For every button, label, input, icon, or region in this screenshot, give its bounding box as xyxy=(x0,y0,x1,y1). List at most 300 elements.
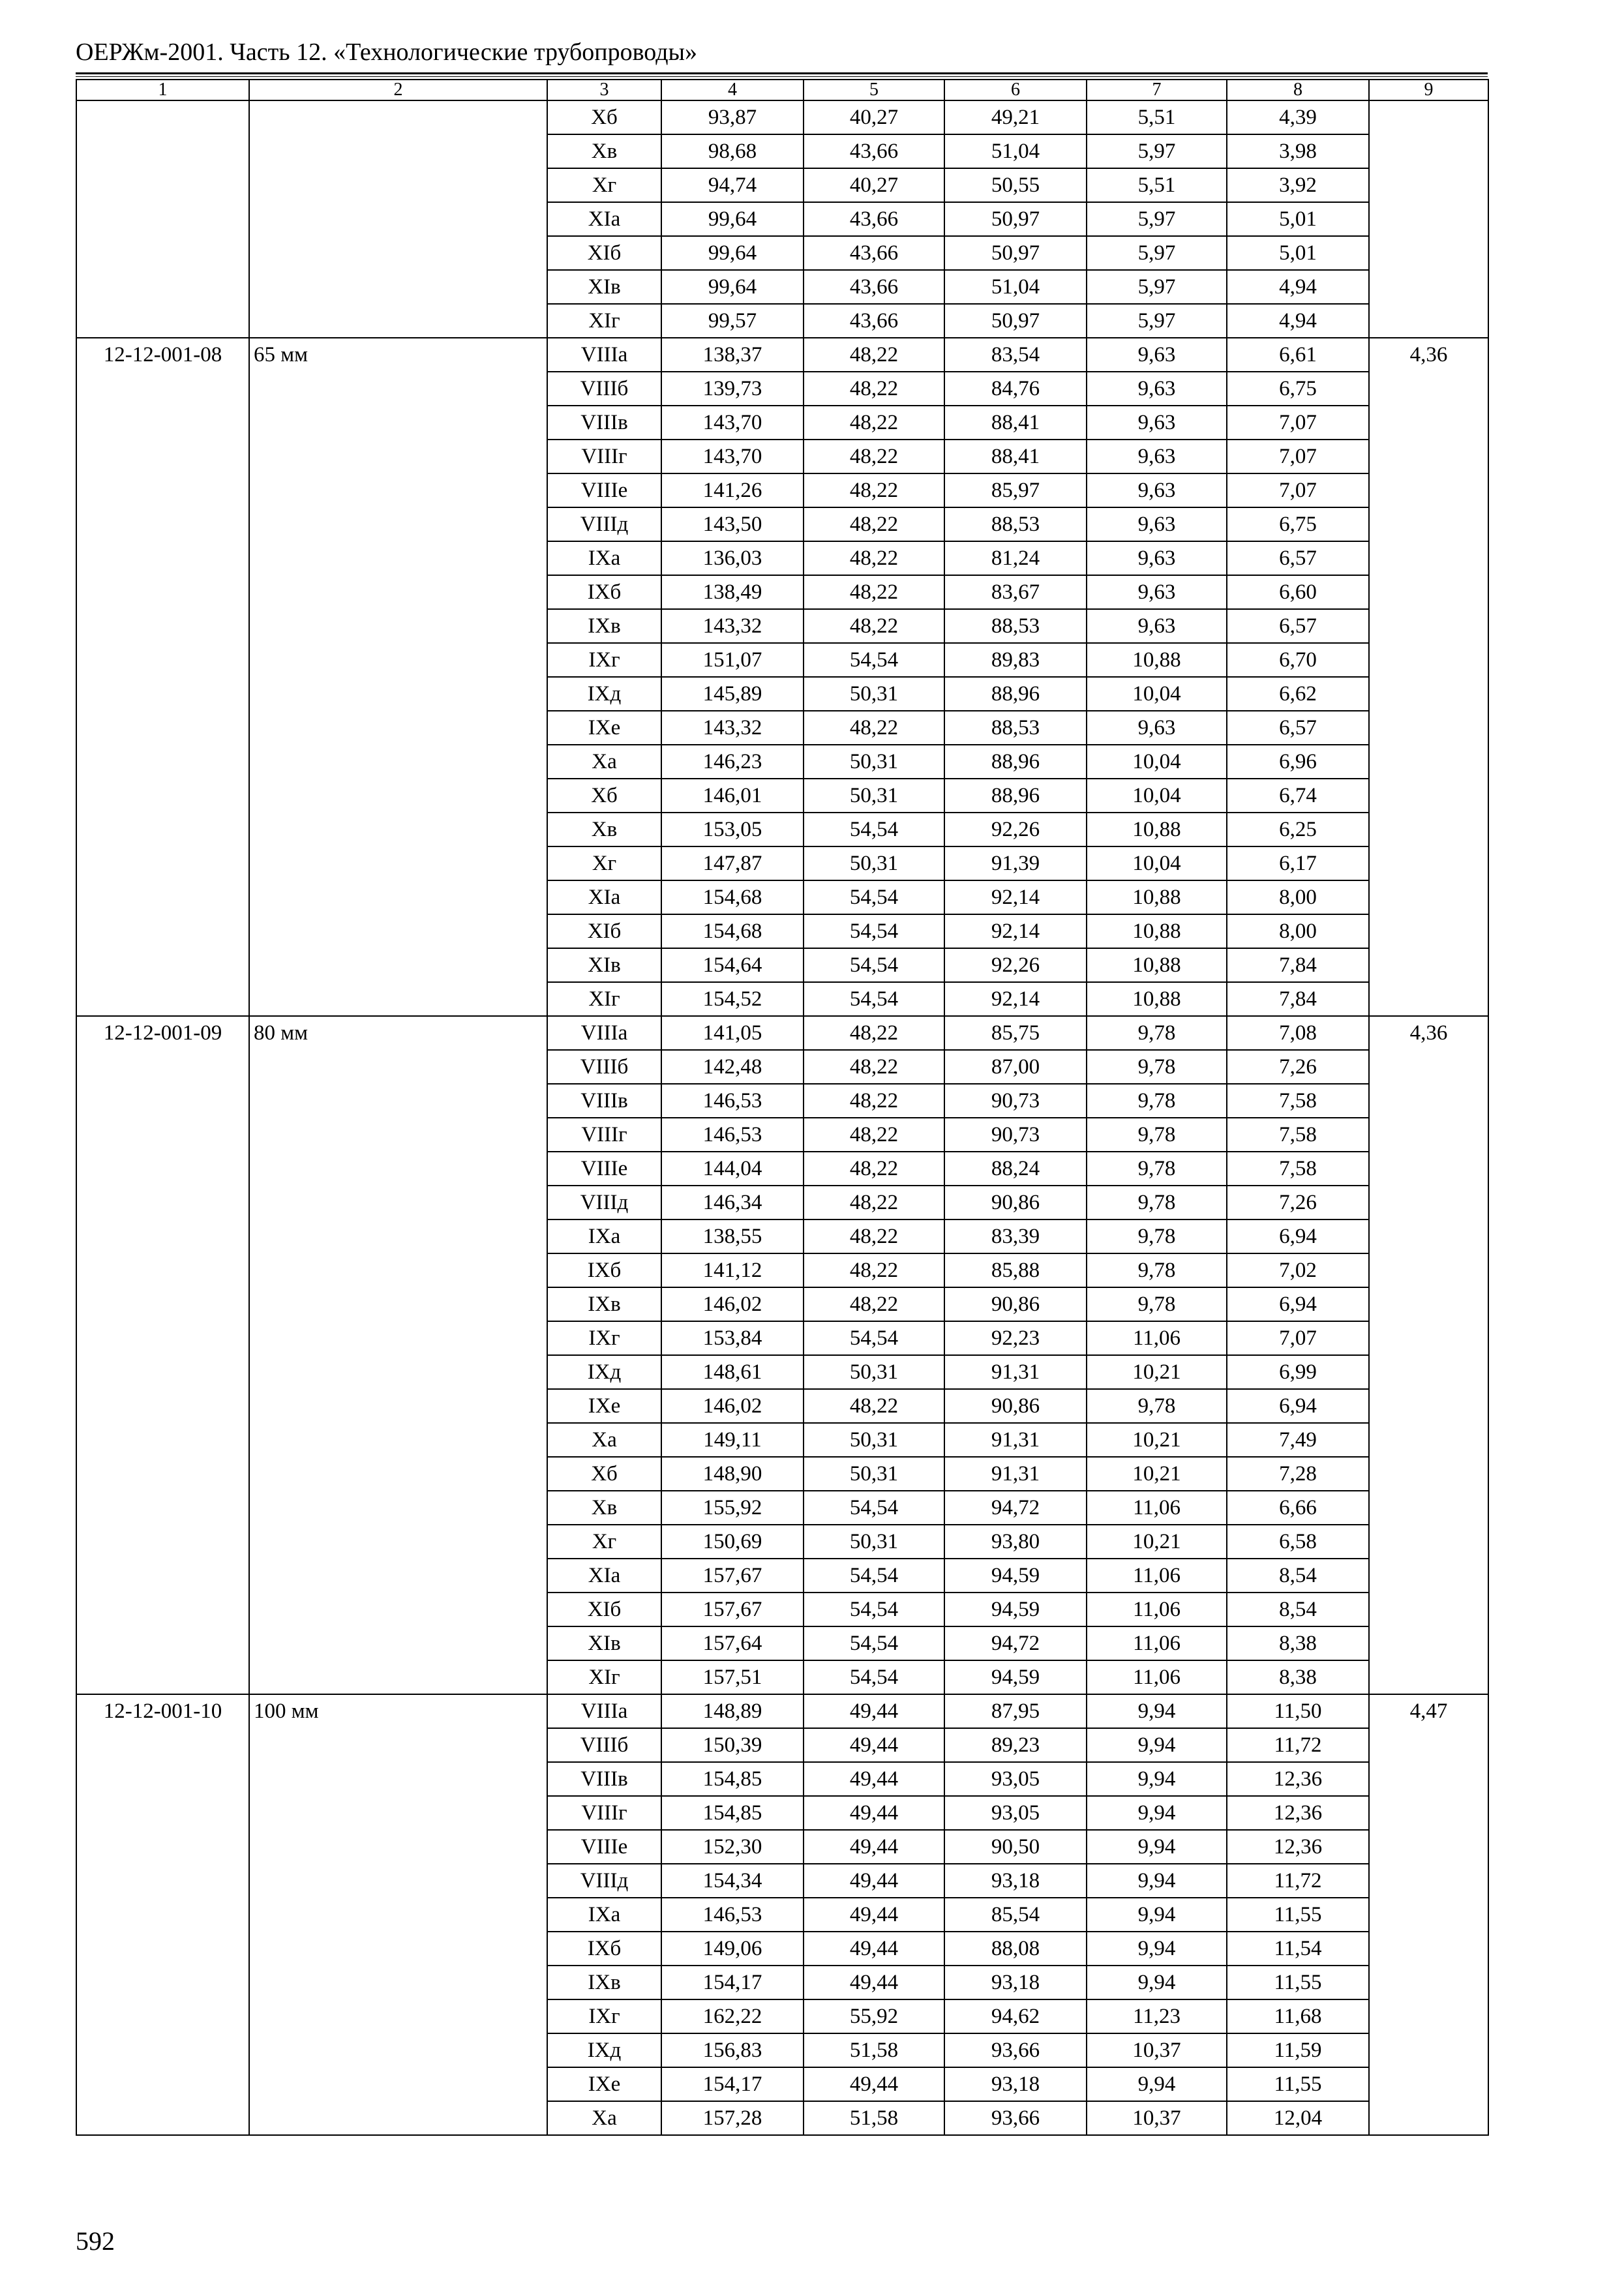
value-cell: 9,63 xyxy=(1087,372,1227,406)
value-cell: 6,17 xyxy=(1227,846,1369,880)
value-cell: 92,14 xyxy=(944,914,1087,948)
value-cell: 50,31 xyxy=(804,1423,944,1457)
value-cell: 7,07 xyxy=(1227,473,1369,507)
rate-code-cell: 12-12-001-09 xyxy=(76,1016,249,1694)
value-cell: 11,06 xyxy=(1087,1491,1227,1525)
value-cell: 48,22 xyxy=(804,372,944,406)
value-cell: 90,73 xyxy=(944,1118,1087,1152)
value-cell: 9,94 xyxy=(1087,1728,1227,1762)
value-cell: 85,97 xyxy=(944,473,1087,507)
rate-code-cell: 12-12-001-10 xyxy=(76,1694,249,2135)
value-cell: 10,88 xyxy=(1087,643,1227,677)
value-cell: 143,32 xyxy=(661,711,804,745)
value-cell: 6,57 xyxy=(1227,609,1369,643)
value-cell: 7,07 xyxy=(1227,1321,1369,1355)
value-cell: 146,34 xyxy=(661,1186,804,1219)
value-cell: 143,70 xyxy=(661,406,804,440)
value-cell: 6,94 xyxy=(1227,1219,1369,1253)
value-cell: 154,68 xyxy=(661,914,804,948)
value-cell: 141,26 xyxy=(661,473,804,507)
value-cell: VIIIв xyxy=(547,1084,661,1118)
value-cell: 99,64 xyxy=(661,202,804,236)
value-cell: IXб xyxy=(547,575,661,609)
value-cell: 8,54 xyxy=(1227,1559,1369,1593)
value-cell: 6,99 xyxy=(1227,1355,1369,1389)
value-cell: 143,70 xyxy=(661,440,804,473)
value-cell: 48,22 xyxy=(804,473,944,507)
rate-code-cell: 12-12-001-08 xyxy=(76,338,249,1016)
value-cell: 93,18 xyxy=(944,1864,1087,1898)
column-number-header: 9 xyxy=(1369,80,1488,100)
value-cell: 50,55 xyxy=(944,168,1087,202)
value-cell: VIIIб xyxy=(547,372,661,406)
value-cell: Xг xyxy=(547,168,661,202)
value-cell: IXб xyxy=(547,1253,661,1287)
column-9-value-cell: 4,47 xyxy=(1369,1694,1488,2135)
value-cell: 3,92 xyxy=(1227,168,1369,202)
value-cell: 10,88 xyxy=(1087,880,1227,914)
column-number-header: 4 xyxy=(661,80,804,100)
column-number-header: 5 xyxy=(804,80,944,100)
value-cell: 49,44 xyxy=(804,1864,944,1898)
value-cell: 49,44 xyxy=(804,1728,944,1762)
value-cell: 48,22 xyxy=(804,1084,944,1118)
value-cell: 5,97 xyxy=(1087,304,1227,338)
value-cell: 50,31 xyxy=(804,1457,944,1491)
value-cell: 93,87 xyxy=(661,100,804,134)
value-cell: Xг xyxy=(547,846,661,880)
value-cell: XIв xyxy=(547,270,661,304)
value-cell: 98,68 xyxy=(661,134,804,168)
value-cell: 50,31 xyxy=(804,846,944,880)
value-cell: 94,72 xyxy=(944,1626,1087,1660)
value-cell: 50,97 xyxy=(944,304,1087,338)
value-cell: 83,39 xyxy=(944,1219,1087,1253)
value-cell: IXе xyxy=(547,1389,661,1423)
value-cell: 11,72 xyxy=(1227,1728,1369,1762)
value-cell: 88,96 xyxy=(944,779,1087,813)
value-cell: 92,14 xyxy=(944,880,1087,914)
value-cell: 155,92 xyxy=(661,1491,804,1525)
value-cell: 149,06 xyxy=(661,1932,804,1966)
value-cell: 9,94 xyxy=(1087,1830,1227,1864)
value-cell: 88,08 xyxy=(944,1932,1087,1966)
value-cell: 90,86 xyxy=(944,1389,1087,1423)
value-cell: 6,94 xyxy=(1227,1287,1369,1321)
value-cell: 7,28 xyxy=(1227,1457,1369,1491)
pipe-diameter-cell xyxy=(249,100,547,338)
value-cell: 48,22 xyxy=(804,609,944,643)
value-cell: 10,88 xyxy=(1087,982,1227,1016)
column-number-header: 3 xyxy=(547,80,661,100)
value-cell: 48,22 xyxy=(804,440,944,473)
value-cell: 10,88 xyxy=(1087,948,1227,982)
value-cell: 48,22 xyxy=(804,1050,944,1084)
value-cell: 12,04 xyxy=(1227,2101,1369,2135)
value-cell: 48,22 xyxy=(804,1219,944,1253)
value-cell: 7,07 xyxy=(1227,440,1369,473)
value-cell: 9,94 xyxy=(1087,1898,1227,1932)
value-cell: 94,59 xyxy=(944,1660,1087,1694)
value-cell: 11,06 xyxy=(1087,1559,1227,1593)
value-cell: 43,66 xyxy=(804,270,944,304)
page-number: 592 xyxy=(76,2226,115,2256)
value-cell: 9,78 xyxy=(1087,1016,1227,1050)
value-cell: 9,63 xyxy=(1087,575,1227,609)
value-cell: 54,54 xyxy=(804,643,944,677)
value-cell: 83,54 xyxy=(944,338,1087,372)
value-cell: 49,44 xyxy=(804,1694,944,1728)
value-cell: 10,04 xyxy=(1087,779,1227,813)
value-cell: 48,22 xyxy=(804,1186,944,1219)
value-cell: 9,63 xyxy=(1087,541,1227,575)
value-cell: 7,84 xyxy=(1227,982,1369,1016)
value-cell: 90,86 xyxy=(944,1287,1087,1321)
value-cell: 11,06 xyxy=(1087,1593,1227,1626)
value-cell: 91,31 xyxy=(944,1457,1087,1491)
column-number-header: 8 xyxy=(1227,80,1369,100)
value-cell: 49,44 xyxy=(804,1796,944,1830)
column-number-row xyxy=(76,80,1488,100)
value-cell: 87,00 xyxy=(944,1050,1087,1084)
value-cell: 10,88 xyxy=(1087,813,1227,846)
value-cell: 12,36 xyxy=(1227,1796,1369,1830)
value-cell: 54,54 xyxy=(804,1559,944,1593)
value-cell: 48,22 xyxy=(804,507,944,541)
value-cell: Xб xyxy=(547,1457,661,1491)
value-cell: 6,58 xyxy=(1227,1525,1369,1559)
value-cell: 10,21 xyxy=(1087,1525,1227,1559)
value-cell: 88,41 xyxy=(944,440,1087,473)
value-cell: 7,58 xyxy=(1227,1152,1369,1186)
value-cell: 93,80 xyxy=(944,1525,1087,1559)
value-cell: 48,22 xyxy=(804,1152,944,1186)
value-cell: 9,94 xyxy=(1087,1762,1227,1796)
value-cell: 144,04 xyxy=(661,1152,804,1186)
table-row xyxy=(76,1694,1488,1728)
value-cell: 54,54 xyxy=(804,813,944,846)
value-cell: 157,64 xyxy=(661,1626,804,1660)
value-cell: 11,06 xyxy=(1087,1660,1227,1694)
value-cell: 88,53 xyxy=(944,711,1087,745)
value-cell: 9,94 xyxy=(1087,1864,1227,1898)
value-cell: 7,84 xyxy=(1227,948,1369,982)
value-cell: 54,54 xyxy=(804,1491,944,1525)
value-cell: 153,05 xyxy=(661,813,804,846)
value-cell: 8,54 xyxy=(1227,1593,1369,1626)
value-cell: 54,54 xyxy=(804,914,944,948)
value-cell: 54,54 xyxy=(804,1626,944,1660)
header-rule-thin xyxy=(76,76,1488,77)
value-cell: 6,62 xyxy=(1227,677,1369,711)
value-cell: VIIIг xyxy=(547,440,661,473)
value-cell: 146,02 xyxy=(661,1287,804,1321)
value-cell: 54,54 xyxy=(804,982,944,1016)
value-cell: 154,17 xyxy=(661,1966,804,1999)
value-cell: 50,31 xyxy=(804,1525,944,1559)
value-cell: 93,05 xyxy=(944,1762,1087,1796)
value-cell: 151,07 xyxy=(661,643,804,677)
value-cell: 6,75 xyxy=(1227,507,1369,541)
value-cell: 9,94 xyxy=(1087,1694,1227,1728)
value-cell: 49,44 xyxy=(804,1830,944,1864)
column-number-header: 6 xyxy=(944,80,1087,100)
value-cell: VIIIе xyxy=(547,1152,661,1186)
value-cell: VIIIд xyxy=(547,507,661,541)
column-number-header: 7 xyxy=(1087,80,1227,100)
value-cell: 157,28 xyxy=(661,2101,804,2135)
value-cell: 136,03 xyxy=(661,541,804,575)
value-cell: 10,37 xyxy=(1087,2101,1227,2135)
value-cell: 9,63 xyxy=(1087,338,1227,372)
value-cell: 138,55 xyxy=(661,1219,804,1253)
value-cell: IXд xyxy=(547,677,661,711)
value-cell: 9,63 xyxy=(1087,406,1227,440)
value-cell: 93,18 xyxy=(944,1966,1087,1999)
column-9-value-cell: 4,36 xyxy=(1369,338,1488,1016)
value-cell: 154,68 xyxy=(661,880,804,914)
value-cell: 91,39 xyxy=(944,846,1087,880)
value-cell: 48,22 xyxy=(804,1287,944,1321)
value-cell: 9,78 xyxy=(1087,1186,1227,1219)
value-cell: 43,66 xyxy=(804,304,944,338)
value-cell: VIIIа xyxy=(547,1694,661,1728)
value-cell: 81,24 xyxy=(944,541,1087,575)
value-cell: 92,26 xyxy=(944,813,1087,846)
value-cell: IXг xyxy=(547,643,661,677)
value-cell: 10,04 xyxy=(1087,745,1227,779)
value-cell: 12,36 xyxy=(1227,1830,1369,1864)
value-cell: Xв xyxy=(547,813,661,846)
value-cell: 7,02 xyxy=(1227,1253,1369,1287)
value-cell: VIIIа xyxy=(547,1016,661,1050)
value-cell: IXд xyxy=(547,1355,661,1389)
value-cell: 141,12 xyxy=(661,1253,804,1287)
value-cell: VIIIд xyxy=(547,1864,661,1898)
value-cell: 6,70 xyxy=(1227,643,1369,677)
value-cell: 5,01 xyxy=(1227,236,1369,270)
value-cell: 10,21 xyxy=(1087,1457,1227,1491)
value-cell: 88,53 xyxy=(944,609,1087,643)
value-cell: 9,63 xyxy=(1087,711,1227,745)
value-cell: 150,39 xyxy=(661,1728,804,1762)
value-cell: 9,63 xyxy=(1087,609,1227,643)
value-cell: 146,23 xyxy=(661,745,804,779)
value-cell: 4,39 xyxy=(1227,100,1369,134)
value-cell: IXб xyxy=(547,1932,661,1966)
value-cell: 91,31 xyxy=(944,1355,1087,1389)
value-cell: 9,63 xyxy=(1087,507,1227,541)
value-cell: 157,51 xyxy=(661,1660,804,1694)
value-cell: 99,64 xyxy=(661,236,804,270)
value-cell: 10,88 xyxy=(1087,914,1227,948)
value-cell: 4,94 xyxy=(1227,304,1369,338)
value-cell: 156,83 xyxy=(661,2033,804,2067)
pipe-diameter-cell: 100 мм xyxy=(249,1694,547,2135)
value-cell: 11,50 xyxy=(1227,1694,1369,1728)
value-cell: 50,31 xyxy=(804,1355,944,1389)
table-row xyxy=(76,100,1488,134)
pipe-diameter-cell: 65 мм xyxy=(249,338,547,1016)
value-cell: 148,90 xyxy=(661,1457,804,1491)
value-cell: 142,48 xyxy=(661,1050,804,1084)
value-cell: 5,97 xyxy=(1087,236,1227,270)
value-cell: 94,59 xyxy=(944,1593,1087,1626)
value-cell: Xа xyxy=(547,745,661,779)
value-cell: IXд xyxy=(547,2033,661,2067)
column-9-value-cell: 4,36 xyxy=(1369,1016,1488,1694)
value-cell: 11,55 xyxy=(1227,1966,1369,1999)
value-cell: 5,97 xyxy=(1087,134,1227,168)
value-cell: 99,64 xyxy=(661,270,804,304)
value-cell: 48,22 xyxy=(804,406,944,440)
value-cell: VIIIг xyxy=(547,1118,661,1152)
value-cell: 153,84 xyxy=(661,1321,804,1355)
value-cell: 51,04 xyxy=(944,270,1087,304)
value-cell: 9,78 xyxy=(1087,1389,1227,1423)
column-9-value-cell xyxy=(1369,100,1488,338)
value-cell: 157,67 xyxy=(661,1593,804,1626)
value-cell: XIг xyxy=(547,304,661,338)
value-cell: 48,22 xyxy=(804,711,944,745)
value-cell: Xб xyxy=(547,100,661,134)
value-cell: 43,66 xyxy=(804,134,944,168)
value-cell: 7,26 xyxy=(1227,1186,1369,1219)
table-row xyxy=(76,1016,1488,1050)
value-cell: IXг xyxy=(547,1321,661,1355)
value-cell: 94,74 xyxy=(661,168,804,202)
value-cell: 10,04 xyxy=(1087,846,1227,880)
value-cell: IXв xyxy=(547,1287,661,1321)
value-cell: XIб xyxy=(547,914,661,948)
value-cell: 8,38 xyxy=(1227,1660,1369,1694)
value-cell: 6,96 xyxy=(1227,745,1369,779)
value-cell: 90,50 xyxy=(944,1830,1087,1864)
value-cell: 9,63 xyxy=(1087,473,1227,507)
value-cell: 5,01 xyxy=(1227,202,1369,236)
value-cell: 50,97 xyxy=(944,202,1087,236)
pipe-diameter-cell: 80 мм xyxy=(249,1016,547,1694)
value-cell: 9,94 xyxy=(1087,2067,1227,2101)
value-cell: 40,27 xyxy=(804,100,944,134)
value-cell: 50,31 xyxy=(804,779,944,813)
column-number-header: 2 xyxy=(249,80,547,100)
value-cell: 88,41 xyxy=(944,406,1087,440)
price-table-container xyxy=(76,79,1489,2136)
value-cell: 4,94 xyxy=(1227,270,1369,304)
value-cell: 9,78 xyxy=(1087,1118,1227,1152)
value-cell: Xв xyxy=(547,1491,661,1525)
value-cell: XIг xyxy=(547,982,661,1016)
value-cell: 94,72 xyxy=(944,1491,1087,1525)
value-cell: 9,63 xyxy=(1087,440,1227,473)
value-cell: 147,87 xyxy=(661,846,804,880)
value-cell: 148,61 xyxy=(661,1355,804,1389)
value-cell: IXг xyxy=(547,1999,661,2033)
value-cell: 9,94 xyxy=(1087,1796,1227,1830)
value-cell: 11,06 xyxy=(1087,1626,1227,1660)
value-cell: 6,66 xyxy=(1227,1491,1369,1525)
value-cell: 149,11 xyxy=(661,1423,804,1457)
value-cell: 138,37 xyxy=(661,338,804,372)
value-cell: 51,58 xyxy=(804,2101,944,2135)
value-cell: 7,07 xyxy=(1227,406,1369,440)
value-cell: 93,18 xyxy=(944,2067,1087,2101)
value-cell: 6,57 xyxy=(1227,711,1369,745)
value-cell: 10,21 xyxy=(1087,1355,1227,1389)
value-cell: 154,85 xyxy=(661,1762,804,1796)
value-cell: 55,92 xyxy=(804,1999,944,2033)
value-cell: IXа xyxy=(547,1898,661,1932)
value-cell: Xг xyxy=(547,1525,661,1559)
value-cell: IXе xyxy=(547,711,661,745)
value-cell: IXа xyxy=(547,1219,661,1253)
value-cell: XIг xyxy=(547,1660,661,1694)
value-cell: 6,25 xyxy=(1227,813,1369,846)
value-cell: 89,23 xyxy=(944,1728,1087,1762)
page-header-title: ОЕРЖм-2001. Часть 12. «Технологические трубопроводы» xyxy=(76,38,698,66)
value-cell: XIа xyxy=(547,1559,661,1593)
value-cell: 10,21 xyxy=(1087,1423,1227,1457)
value-cell: 138,49 xyxy=(661,575,804,609)
value-cell: 146,01 xyxy=(661,779,804,813)
value-cell: 9,78 xyxy=(1087,1253,1227,1287)
value-cell: 54,54 xyxy=(804,880,944,914)
value-cell: 7,26 xyxy=(1227,1050,1369,1084)
value-cell: 146,53 xyxy=(661,1084,804,1118)
value-cell: 40,27 xyxy=(804,168,944,202)
value-cell: 54,54 xyxy=(804,948,944,982)
value-cell: 92,14 xyxy=(944,982,1087,1016)
value-cell: 11,68 xyxy=(1227,1999,1369,2033)
value-cell: 88,24 xyxy=(944,1152,1087,1186)
value-cell: 50,31 xyxy=(804,677,944,711)
value-cell: 8,00 xyxy=(1227,880,1369,914)
value-cell: 152,30 xyxy=(661,1830,804,1864)
value-cell: 91,31 xyxy=(944,1423,1087,1457)
value-cell: 85,88 xyxy=(944,1253,1087,1287)
value-cell: 43,66 xyxy=(804,202,944,236)
value-cell: 54,54 xyxy=(804,1660,944,1694)
value-cell: 154,64 xyxy=(661,948,804,982)
value-cell: 94,62 xyxy=(944,1999,1087,2033)
rate-code-cell xyxy=(76,100,249,338)
value-cell: 7,49 xyxy=(1227,1423,1369,1457)
value-cell: IXа xyxy=(547,541,661,575)
value-cell: XIв xyxy=(547,948,661,982)
value-cell: 85,54 xyxy=(944,1898,1087,1932)
value-cell: 9,78 xyxy=(1087,1287,1227,1321)
value-cell: 7,58 xyxy=(1227,1118,1369,1152)
value-cell: XIб xyxy=(547,236,661,270)
value-cell: 48,22 xyxy=(804,1253,944,1287)
value-cell: VIIIе xyxy=(547,473,661,507)
value-cell: 10,04 xyxy=(1087,677,1227,711)
value-cell: Xа xyxy=(547,2101,661,2135)
value-cell: IXв xyxy=(547,609,661,643)
value-cell: 154,34 xyxy=(661,1864,804,1898)
value-cell: 11,55 xyxy=(1227,2067,1369,2101)
value-cell: 89,83 xyxy=(944,643,1087,677)
value-cell: 49,44 xyxy=(804,1966,944,1999)
value-cell: 139,73 xyxy=(661,372,804,406)
value-cell: VIIIб xyxy=(547,1050,661,1084)
value-cell: 83,67 xyxy=(944,575,1087,609)
value-cell: 93,66 xyxy=(944,2101,1087,2135)
value-cell: 11,72 xyxy=(1227,1864,1369,1898)
value-cell: 146,53 xyxy=(661,1898,804,1932)
value-cell: 9,78 xyxy=(1087,1050,1227,1084)
